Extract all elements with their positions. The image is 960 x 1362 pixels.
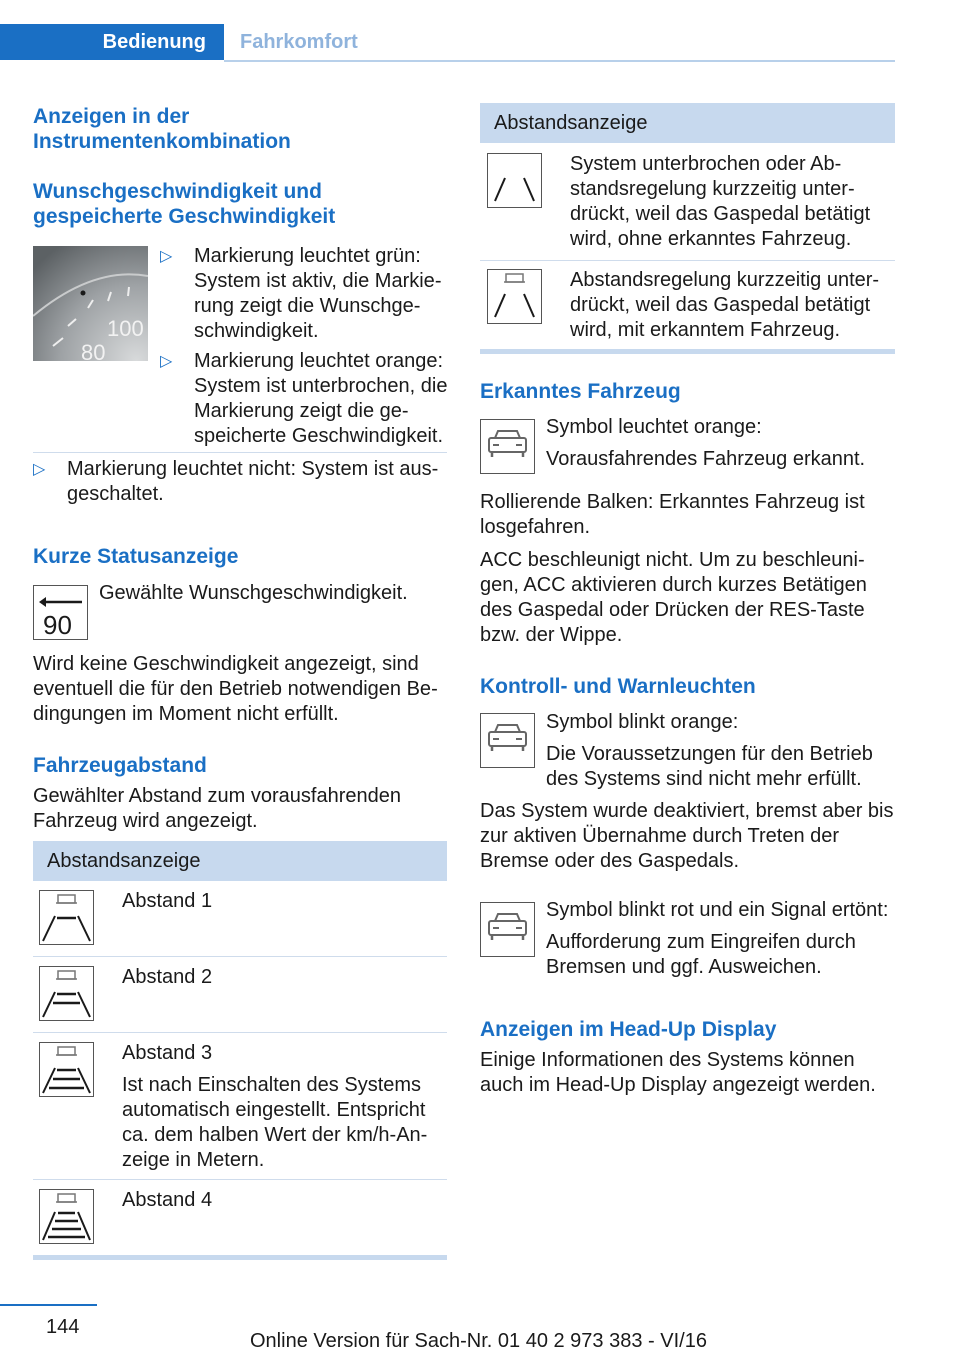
triangle-bullet-icon: ▷ [33, 461, 46, 478]
acc-interrupted-text: System unterbrochen oder Abstandsregelung kurzzeitig unterdrückt, weil das Gaspedal betätigt wird, ohne erkanntes Fahrzeug. [570, 153, 871, 250]
divider [33, 452, 447, 453]
vehicle-warning-red-icon [480, 902, 535, 957]
paragraph: Gewählter Abstand zum vorausfahrenden Fahrzeug wird angezeigt. [33, 785, 401, 832]
speed-status-icon [33, 585, 88, 640]
table-bottom-rule [33, 1255, 447, 1260]
distance-1-label: Abstand 1 [122, 890, 213, 912]
divider [33, 1032, 447, 1033]
header-tabs [0, 24, 895, 62]
page-number: 144 [46, 1316, 80, 1338]
header-divider [224, 60, 895, 62]
warn1-line-1: Symbol blinkt orange: [546, 711, 739, 733]
distance-3-label: Abstand 3 [122, 1042, 213, 1064]
footer-rule [0, 1304, 97, 1306]
acc-interrupted-icon [487, 153, 542, 208]
distance-1-icon [39, 890, 94, 945]
tab-fahrkomfort[interactable]: Fahrkomfort [240, 31, 358, 53]
divider [33, 956, 447, 957]
section-heading-distance: Fahrzeugabstand [33, 754, 207, 777]
paragraph: Einige Informationen des Systems können auch im Head-Up Display angezeigt werden. [480, 1049, 876, 1096]
acc-override-vehicle-icon [487, 269, 542, 324]
speed-value: 90 [43, 610, 72, 639]
triangle-bullet-icon: ▷ [160, 353, 173, 370]
detected-line-2: Vorausfahrendes Fahrzeug erkannt. [546, 448, 866, 470]
divider [480, 260, 895, 261]
vehicle-warning-orange-icon [480, 713, 535, 768]
speedometer-gauge-image [33, 246, 148, 361]
distance-3-icon [39, 1042, 94, 1097]
section-heading-desired-speed: Wunschgeschwindigkeit und gespeicherte Geschwindigkeit [33, 180, 336, 228]
vehicle-detected-icon [480, 419, 535, 474]
gauge-number-100: 100 [107, 316, 144, 341]
gauge-number-80: 80 [81, 340, 106, 361]
paragraph: Rollierende Balken: Erkanntes Fahrzeug ist losgefahren. [480, 491, 865, 538]
warn1-line-2: Die Voraussetzungen für den Betrieb des Systems sind nicht mehr erfüllt. [546, 743, 873, 790]
section-heading-detected-vehicle: Erkanntes Fahrzeug [480, 380, 681, 403]
distance-4-label: Abstand 4 [122, 1189, 213, 1211]
table-bottom-rule [480, 349, 895, 354]
warn2-line-1: Symbol blinkt rot und ein Signal ertönt: [546, 899, 889, 921]
distance-2-label: Abstand 2 [122, 966, 213, 988]
section-heading-instrument-cluster: Anzeigen in der Instrumentenkombination [33, 105, 291, 153]
warn2-line-2: Aufforderung zum Eingreifen durch Bremsen und ggf. Ausweichen. [546, 931, 856, 978]
distance-3-description: Ist nach Einschalten des Systems automatisch eingestellt. Entspricht ca. dem halben Wert der km/h-Anzeige in Metern. [122, 1074, 428, 1171]
section-heading-hud: Anzeigen im Head-Up Display [480, 1018, 777, 1041]
paragraph: Wird keine Geschwindigkeit angezeigt, sind eventuell die für den Betrieb notwendigen Bedingungen im Moment nicht erfüllt. [33, 653, 438, 725]
divider [33, 1179, 447, 1180]
paragraph: ACC beschleunigt nicht. Um zu beschleunigen, ACC aktivieren durch kurzes Betätigen des Gaspedal oder Drücken der RES-Taste bzw. der Wippe. [480, 549, 867, 646]
footer-text: Online Version für Sach-Nr. 01 40 2 973 383 - VI/16 [250, 1330, 707, 1352]
acc-override-vehicle-text: Abstandsregelung kurzzeitig unterdrückt, weil das Gaspedal betätigt wird, mit erkanntem Fahrzeug. [570, 269, 880, 341]
table-header: Abstandsanzeige [480, 103, 895, 143]
distance-4-icon [39, 1189, 94, 1244]
distance-2-icon [39, 966, 94, 1021]
paragraph: Das System wurde deaktiviert, bremst aber bis zur aktiven Übernahme durch Treten der Bremse oder des Gaspedals. [480, 800, 894, 872]
section-heading-status: Kurze Statusanzeige [33, 545, 239, 568]
tab-bedienung[interactable]: Bedienung [0, 24, 224, 60]
section-heading-warning-lights: Kontroll- und Warnleuchten [480, 675, 756, 698]
detected-line-1: Symbol leuchtet orange: [546, 416, 762, 438]
table-header: Abstandsanzeige [33, 841, 447, 881]
triangle-bullet-icon: ▷ [160, 248, 173, 265]
status-text: Gewählte Wunschgeschwindigkeit. [99, 582, 408, 604]
